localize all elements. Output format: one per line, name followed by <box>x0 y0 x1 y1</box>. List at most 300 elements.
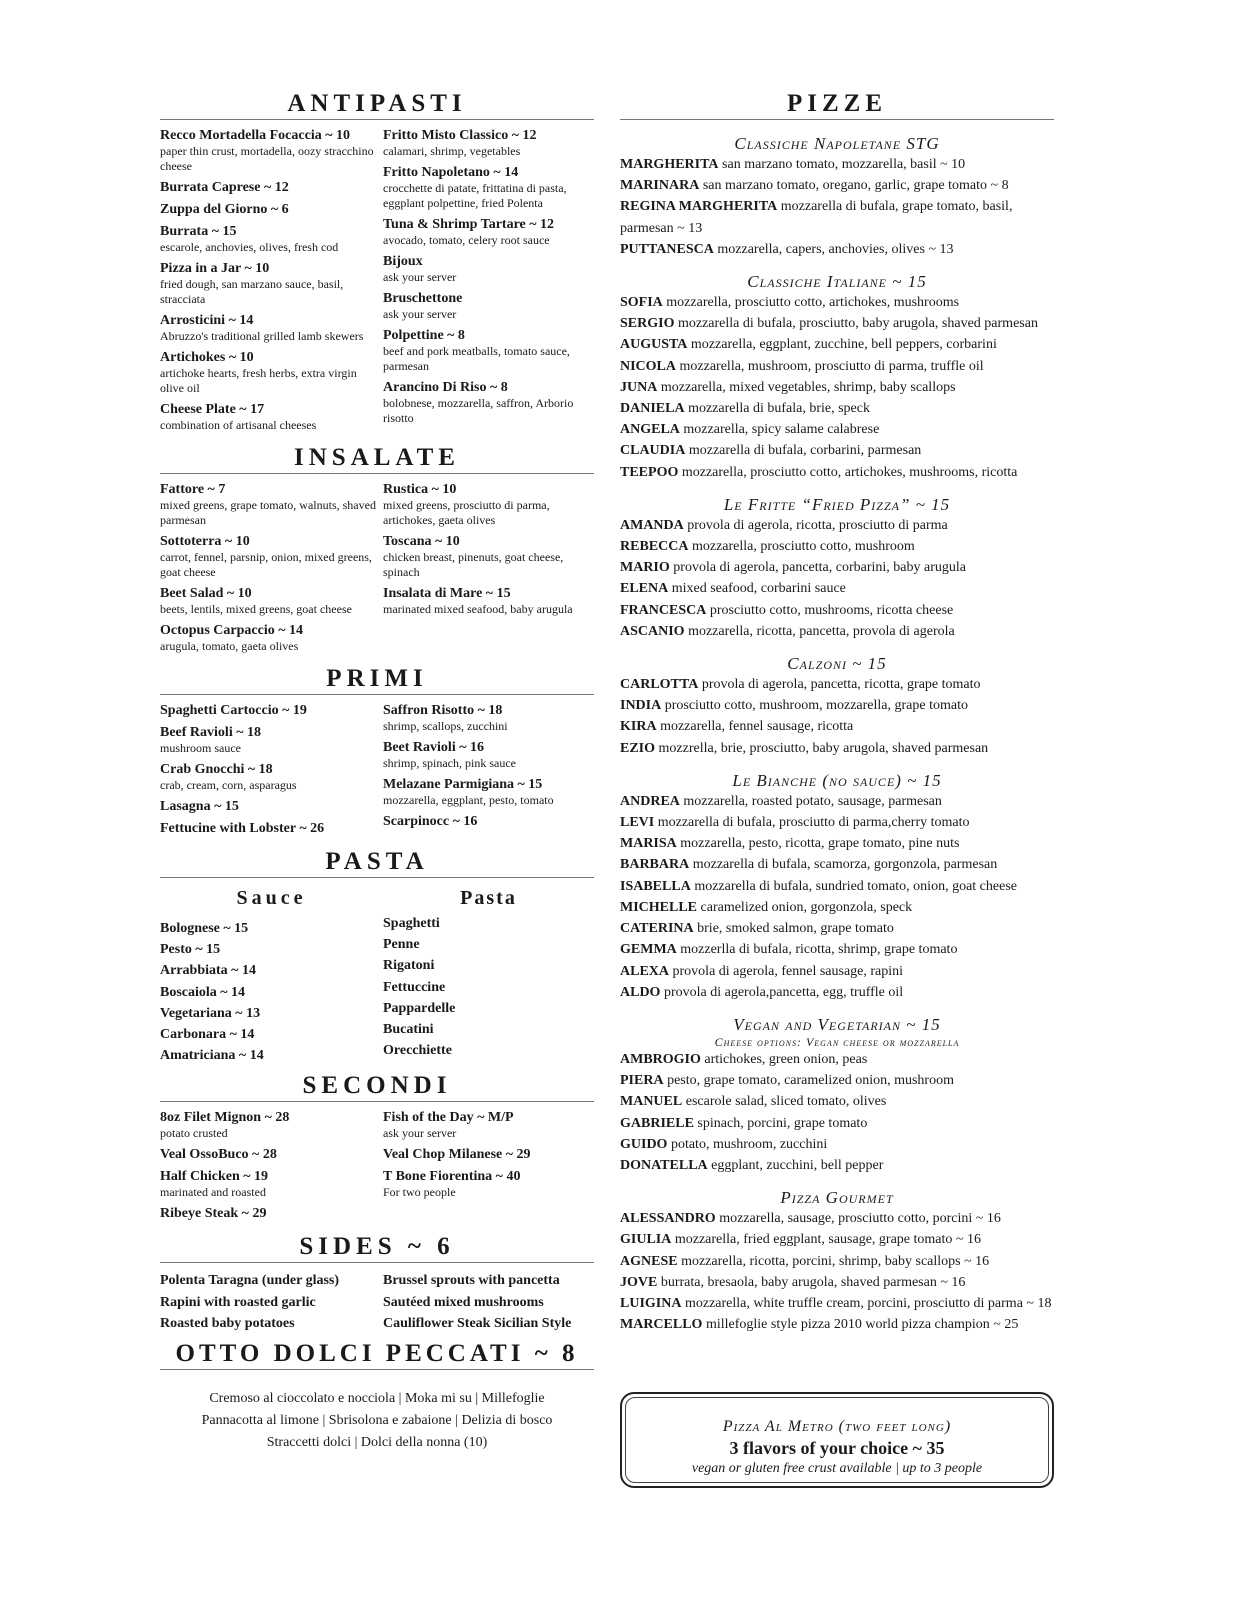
pizza-item <box>620 515 1054 536</box>
primi-column-1 <box>160 702 383 842</box>
pizza-item <box>620 440 1054 461</box>
item-description: carrot, fennel, parsnip, onion, mixed greens, goat cheese <box>160 550 372 579</box>
item-name: Octopus Carpaccio ~ 14 <box>160 623 303 638</box>
insalate-column-2 <box>383 481 594 659</box>
pizza-description: mozzarella di bufala, scamorza, gorgonzola, parmesan <box>692 857 998 873</box>
secondi-section <box>160 1072 594 1227</box>
pizza-name: ALESSANDRO <box>620 1211 716 1227</box>
secondi-column-2 <box>383 1109 594 1227</box>
item-name: Fritto Misto Classico ~ 12 <box>383 128 537 143</box>
pizza-description: caramelized onion, gorgonzola, speck <box>700 899 913 915</box>
pizza-item <box>620 738 1054 759</box>
pizza-item <box>620 939 1054 960</box>
dolci-section <box>160 1340 594 1454</box>
item-name: Rustica ~ 10 <box>383 482 457 497</box>
item-description: ask your server <box>383 1126 457 1141</box>
item-description: beets, lentils, mixed greens, goat cheese <box>160 602 352 616</box>
pizza-description: mozzarella di bufala, prosciutto, baby arugola, shaved parmesan <box>677 316 1038 332</box>
menu-item <box>383 290 594 322</box>
pizza-description: mozzarella, white truffle cream, porcini, prosciutto di parma ~ 18 <box>684 1295 1052 1311</box>
pizza-item <box>620 1113 1054 1134</box>
menu-item <box>160 761 383 793</box>
item-description: marinated and roasted <box>160 1185 266 1200</box>
pizza-name: MARINARA <box>620 178 700 194</box>
pizza-name: CARLOTTA <box>620 677 699 693</box>
item-name: Melazane Parmigiana ~ 15 <box>383 777 543 792</box>
sauce-item: Boscaiola ~ 14 <box>160 984 246 1000</box>
side-item: Sautéed mixed mushrooms <box>383 1294 544 1310</box>
pizza-name: CATERINA <box>620 921 694 937</box>
pizza-description: mozzarella, spicy salame calabrese <box>683 422 880 438</box>
pizza-item <box>620 1091 1054 1112</box>
pizza-item <box>620 578 1054 599</box>
pasta-shape-item: Fettuccine <box>383 979 446 995</box>
category-heading: Classiche Italiane ~ 15 <box>747 272 927 292</box>
menu-item <box>383 739 594 771</box>
category-heading: Classiche Napoletane STG <box>734 134 940 153</box>
pizza-description: provola di agerola, ricotta, prosciutto di parma <box>687 517 948 533</box>
pizza-description: mozzarella, fennel sausage, ricotta <box>660 719 854 735</box>
pasta-shape-item: Orecchiette <box>383 1043 452 1059</box>
pizza-name: AMBROGIO <box>620 1051 701 1067</box>
pasta-shape-item: Pappardelle <box>383 1000 456 1016</box>
menu-item <box>383 585 594 617</box>
pasta-shape-item: Bucatini <box>383 1022 434 1038</box>
pizza-description: mozzerlla di bufala, ricotta, shrimp, grape tomato <box>680 942 958 958</box>
pizza-item <box>620 196 1054 238</box>
item-description: mixed greens, grape tomato, walnuts, shaved parmesan <box>160 498 376 527</box>
section-title: SECONDI <box>160 1072 594 1102</box>
pasta-section <box>160 848 594 1066</box>
section-title: SIDES ~ 6 <box>160 1233 594 1263</box>
section-title: ANTIPASTI <box>160 90 594 120</box>
item-name: Toscana ~ 10 <box>383 534 460 549</box>
pizza-item <box>620 716 1054 737</box>
pizza-item <box>620 398 1054 419</box>
pizza-name: MARIO <box>620 560 670 576</box>
pasta-shape-item: Penne <box>383 937 420 953</box>
section-title: PASTA <box>160 848 594 878</box>
sauce-item: Bolognese ~ 15 <box>160 921 249 936</box>
pizza-description: mozzarella, pesto, ricotta, grape tomato, pine nuts <box>680 836 960 852</box>
menu-item <box>383 702 594 734</box>
menu-item <box>383 813 594 830</box>
item-name: Pizza in a Jar ~ 10 <box>160 261 270 276</box>
pizza-item <box>620 621 1054 642</box>
pizza-name: AGNESE <box>620 1253 678 1269</box>
pizza-description: escarole salad, sliced tomato, olives <box>685 1094 887 1110</box>
item-name: Fattore ~ 7 <box>160 482 226 497</box>
item-name: Spaghetti Cartoccio ~ 19 <box>160 703 307 718</box>
item-name: Veal OssoBuco ~ 28 <box>160 1147 277 1163</box>
pizza-description: prosciutto cotto, mushrooms, ricotta cheese <box>709 602 954 618</box>
category-heading: Le Bianche (no sauce) ~ 15 <box>732 770 942 790</box>
item-description: bolobnese, mozzarella, saffron, Arborio risotto <box>383 396 574 425</box>
sides-column-2 <box>383 1270 594 1334</box>
section-title: INSALATE <box>160 444 594 474</box>
pizza-item <box>620 377 1054 398</box>
primi-column-2 <box>383 702 594 842</box>
pizza-name: ELENA <box>620 581 669 597</box>
menu-item <box>383 533 594 580</box>
pizza-name: LEVI <box>620 815 655 831</box>
item-description: escarole, anchovies, olives, fresh cod <box>160 240 339 254</box>
side-item: Roasted baby potatoes <box>160 1315 295 1331</box>
pizza-item <box>620 897 1054 918</box>
item-name: Saffron Risotto ~ 18 <box>383 703 503 718</box>
pizza-name: DANIELA <box>620 401 685 417</box>
pizza-description: mozzarella, fried eggplant, sausage, grape tomato ~ 16 <box>674 1232 981 1248</box>
metro-note: vegan or gluten free crust available | up to 3 people <box>691 1461 983 1476</box>
insalate-section <box>160 444 594 659</box>
item-name: 8oz Filet Mignon ~ 28 <box>160 1110 290 1126</box>
menu-item <box>383 1146 594 1163</box>
item-description: mushroom sauce <box>160 741 241 755</box>
pizze-title: PIZZE <box>620 90 1054 120</box>
category-heading: Vegan and Vegetarian ~ 15 <box>733 1014 941 1034</box>
pizza-item <box>620 1208 1054 1229</box>
pizza-description: mozzarella di bufala, prosciutto di parma,cherry tomato <box>657 815 970 831</box>
pizza-description: prosciutto cotto, mushroom, mozzarella, grape tomato <box>664 698 968 714</box>
pizza-item <box>620 419 1054 440</box>
pizza-name: DONATELLA <box>620 1157 708 1173</box>
pizza-description: mozzarella, mushroom, prosciutto di parma, truffle oil <box>679 358 984 374</box>
item-name: Scarpinocc ~ 16 <box>383 814 478 829</box>
pizza-name: KIRA <box>620 719 657 735</box>
menu-item <box>160 1109 383 1141</box>
dolci-line: Pannacotta al limone | Sbrisolona e zabaione | Delizia di bosco <box>201 1413 553 1429</box>
menu-item <box>160 127 383 174</box>
pizza-name: SERGIO <box>620 316 675 332</box>
pizza-category <box>620 654 1054 759</box>
item-description: mixed greens, prosciutto di parma, artichokes, gaeta olives <box>383 498 550 527</box>
pizza-description: mozzarella, prosciutto cotto, artichokes, mushrooms <box>666 295 960 311</box>
pizza-item <box>620 1134 1054 1155</box>
pizza-name: MARCELLO <box>620 1317 703 1333</box>
pizza-name: GEMMA <box>620 942 677 958</box>
sauce-item: Carbonara ~ 14 <box>160 1027 255 1043</box>
item-name: Cheese Plate ~ 17 <box>160 402 265 417</box>
pizza-item <box>620 154 1054 175</box>
pizza-name: PIERA <box>620 1073 664 1089</box>
pizza-item <box>620 557 1054 578</box>
left-column <box>160 90 594 1454</box>
side-item: Rapini with roasted garlic <box>160 1294 316 1310</box>
pizza-name: GIULIA <box>620 1232 672 1248</box>
pizza-name: AUGUSTA <box>620 337 688 353</box>
item-name: Veal Chop Milanese ~ 29 <box>383 1147 531 1163</box>
pasta-shape-item: Rigatoni <box>383 958 435 974</box>
pizza-description: mozzarella, ricotta, pancetta, provola di agerola <box>688 623 955 639</box>
pizza-name: ISABELLA <box>620 878 691 894</box>
menu-item <box>383 253 594 285</box>
pizza-description: spinach, porcini, grape tomato <box>697 1115 868 1131</box>
pizza-description: provola di agerola,pancetta, egg, truffle oil <box>663 984 904 1000</box>
menu-item <box>160 702 383 719</box>
pizza-description: mozzarella, ricotta, porcini, shrimp, baby scallops ~ 16 <box>681 1253 990 1269</box>
item-description: ask your server <box>383 307 457 321</box>
menu-item <box>160 312 383 344</box>
secondi-column-1 <box>160 1109 383 1227</box>
item-name: Beet Ravioli ~ 16 <box>383 740 484 755</box>
dolci-line: Cremoso al cioccolato e nocciola | Moka mi su | Millefoglie <box>209 1391 545 1407</box>
pizza-description: burrata, bresaola, baby arugola, shaved parmesan ~ 16 <box>660 1274 966 1290</box>
section-title: PRIMI <box>160 665 594 695</box>
menu-item <box>160 223 383 255</box>
item-description: fried dough, san marzano sauce, basil, stracciata <box>160 277 344 306</box>
menu-item <box>160 533 383 580</box>
item-description: beef and pork meatballs, tomato sauce, parmesan <box>383 344 570 373</box>
pizza-item <box>620 356 1054 377</box>
pizza-name: INDIA <box>620 698 662 714</box>
sauce-item: Vegetariana ~ 13 <box>160 1005 261 1021</box>
item-name: Burrata ~ 15 <box>160 224 237 239</box>
category-heading: Le Fritte “Fried Pizza” ~ 15 <box>723 494 951 514</box>
menu-item <box>383 1168 594 1200</box>
item-name: Beef Ravioli ~ 18 <box>160 725 261 740</box>
pizza-name: MARGHERITA <box>620 157 719 172</box>
item-name: Lasagna ~ 15 <box>160 799 239 814</box>
pizza-category <box>620 495 1054 642</box>
pizza-description: mozzarella, prosciutto cotto, mushroom <box>691 539 915 555</box>
pasta-list <box>383 885 594 1066</box>
pizza-description: mozzarella di bufala, brie, speck <box>688 401 870 417</box>
menu-item <box>383 776 594 808</box>
sauce-item: Pesto ~ 15 <box>160 942 221 958</box>
category-heading: Calzoni ~ 15 <box>787 654 887 674</box>
item-name: Fish of the Day ~ M/P <box>383 1110 514 1126</box>
pizza-item <box>620 1314 1054 1335</box>
menu-item <box>383 1109 594 1141</box>
pizza-item <box>620 1229 1054 1250</box>
pizza-description: mozzarella, mixed vegetables, shrimp, baby scallops <box>660 379 956 395</box>
pizza-description: provola di agerola, pancetta, corbarini, baby arugula <box>673 560 966 576</box>
sides-section <box>160 1233 594 1334</box>
item-description: ask your server <box>383 270 457 284</box>
item-name: Insalata di Mare ~ 15 <box>383 586 511 601</box>
pizza-description: san marzano tomato, mozzarella, basil ~ 10 <box>722 157 966 172</box>
pizza-name: AMANDA <box>620 517 684 533</box>
pizza-item <box>620 833 1054 854</box>
pizza-description: potato, mushroom, zucchini <box>670 1136 828 1152</box>
item-description: Abruzzo's traditional grilled lamb skewers <box>160 329 364 343</box>
pizza-item <box>620 239 1054 260</box>
item-description: shrimp, spinach, pink sauce <box>383 756 516 770</box>
item-description: artichoke hearts, fresh herbs, extra virgin olive oil <box>160 366 357 395</box>
pizza-name: MICHELLE <box>620 899 698 915</box>
item-name: T Bone Fiorentina ~ 40 <box>383 1169 521 1185</box>
pizza-name: PUTTANESCA <box>620 241 714 257</box>
item-name: Polpettine ~ 8 <box>383 328 465 343</box>
pizza-name: LUIGINA <box>620 1295 682 1311</box>
pasta-heading: Pasta <box>460 887 517 909</box>
pizza-description: mozzarella, capers, anchovies, olives ~ 13 <box>717 241 954 257</box>
antipasti-column-1 <box>160 127 383 438</box>
pizza-name: GUIDO <box>620 1136 668 1152</box>
menu-item <box>160 481 383 528</box>
item-description: For two people <box>383 1185 456 1200</box>
pizza-item <box>620 695 1054 716</box>
pizza-name: TEEPOO <box>620 464 679 480</box>
pizza-description: eggplant, zucchini, bell pepper <box>711 1157 884 1173</box>
menu-item <box>160 622 383 654</box>
pizza-description: pesto, grape tomato, caramelized onion, mushroom <box>667 1073 954 1089</box>
item-description: shrimp, scallops, zucchini <box>383 719 508 733</box>
menu-item <box>160 201 383 218</box>
category-note: Cheese options: Vegan cheese or mozzarella <box>714 1034 960 1049</box>
item-description: combination of artisanal cheeses <box>160 418 317 432</box>
menu-item <box>160 820 383 837</box>
pizza-item <box>620 1293 1054 1314</box>
item-description: potato crusted <box>160 1126 228 1141</box>
metro-main: 3 flavors of your choice ~ 35 <box>729 1438 945 1458</box>
pizza-description: mozzarella di bufala, sundried tomato, onion, goat cheese <box>694 878 1017 894</box>
pizza-name: BARBARA <box>620 857 690 873</box>
pizza-item <box>620 334 1054 355</box>
pizza-description: mozzrella, brie, prosciutto, baby arugola, shaved parmesan <box>658 740 989 756</box>
side-item: Cauliflower Steak Sicilian Style <box>383 1315 572 1331</box>
pizza-name: REBECCA <box>620 539 689 555</box>
menu-item <box>383 379 594 426</box>
item-name: Beet Salad ~ 10 <box>160 586 252 601</box>
pizza-item <box>620 313 1054 334</box>
metro-heading: Pizza Al Metro (two feet long) <box>722 1418 952 1435</box>
pizza-category <box>620 272 1054 483</box>
pizza-name: MANUEL <box>620 1094 683 1110</box>
pizza-item <box>620 462 1054 483</box>
sides-column-1 <box>160 1270 383 1334</box>
item-name: Bruschettone <box>383 291 463 306</box>
item-name: Fritto Napoletano ~ 14 <box>383 165 519 180</box>
menu-item <box>383 327 594 374</box>
pizza-item <box>620 1155 1054 1176</box>
pizza-description: millefoglie style pizza 2010 world pizza champion ~ 25 <box>705 1317 1019 1333</box>
dolci-list <box>160 1388 594 1454</box>
item-name: Tuna & Shrimp Tartare ~ 12 <box>383 217 555 232</box>
pizza-description: mozzarella di bufala, corbarini, parmesan <box>688 443 922 459</box>
pizza-item <box>620 1272 1054 1293</box>
pizza-name: REGINA MARGHERITA <box>620 199 778 215</box>
pizza-name: JUNA <box>620 379 658 395</box>
pizza-item <box>620 674 1054 695</box>
pizza-item <box>620 791 1054 812</box>
antipasti-section <box>160 90 594 438</box>
item-name: Zuppa del Giorno ~ 6 <box>160 202 289 217</box>
pizza-name: GABRIELE <box>620 1115 694 1131</box>
pizza-category <box>620 771 1054 1003</box>
pizza-description: brie, smoked salmon, grape tomato <box>697 921 894 937</box>
item-name: Recco Mortadella Focaccia ~ 10 <box>160 128 350 143</box>
pizza-name: JOVE <box>620 1274 658 1290</box>
menu-item <box>160 798 383 815</box>
menu-item <box>383 164 594 211</box>
pizza-name: NICOLA <box>620 358 677 374</box>
pizza-name: MARISA <box>620 836 677 852</box>
pizza-item <box>620 600 1054 621</box>
pizza-item <box>620 918 1054 939</box>
pizza-name: CLAUDIA <box>620 443 686 459</box>
pizza-item <box>620 292 1054 313</box>
item-description: arugula, tomato, gaeta olives <box>160 639 299 653</box>
pasta-shape-item: Spaghetti <box>383 916 440 931</box>
pizza-name: ALEXA <box>620 963 670 979</box>
side-item: Brussel sprouts with pancetta <box>383 1273 560 1289</box>
pizza-al-metro-box <box>620 1392 1054 1488</box>
dolci-line: Straccetti dolci | Dolci della nonna (10) <box>266 1435 488 1451</box>
antipasti-column-2 <box>383 127 594 438</box>
item-description: paper thin crust, mortadella, oozy stracchino cheese <box>160 144 374 173</box>
menu-item <box>160 585 383 617</box>
item-description: crab, cream, corn, asparagus <box>160 778 297 792</box>
pizza-description: mozzarella, roasted potato, sausage, parmesan <box>683 793 942 809</box>
item-description: avocado, tomato, celery root sauce <box>383 233 550 247</box>
pizza-name: FRANCESCA <box>620 602 707 618</box>
item-name: Half Chicken ~ 19 <box>160 1169 269 1185</box>
section-title: OTTO DOLCI PECCATI ~ 8 <box>160 1340 594 1370</box>
item-name: Ribeye Steak ~ 29 <box>160 1206 267 1222</box>
menu-item <box>160 179 383 196</box>
right-column <box>620 90 1054 1335</box>
pizza-description: artichokes, green onion, peas <box>704 1051 868 1067</box>
item-name: Artichokes ~ 10 <box>160 350 254 365</box>
pizza-description: san marzano tomato, oregano, garlic, grape tomato ~ 8 <box>702 178 1009 194</box>
pizza-item <box>620 982 1054 1003</box>
sauce-item: Amatriciana ~ 14 <box>160 1048 264 1064</box>
pizza-item <box>620 854 1054 875</box>
pizza-description: provola di agerola, pancetta, ricotta, grape tomato <box>701 677 981 693</box>
pizza-description: mozzarella, sausage, prosciutto cotto, porcini ~ 16 <box>719 1211 1001 1227</box>
pizza-description: mozzarella, eggplant, zucchine, bell peppers, corbarini <box>690 337 997 353</box>
item-description: chicken breast, pinenuts, goat cheese, spinach <box>383 550 564 579</box>
sauce-heading: Sauce <box>236 887 307 909</box>
item-name: Arancino Di Riso ~ 8 <box>383 380 508 395</box>
pizza-category <box>620 134 1054 260</box>
pizza-name: SOFIA <box>620 295 663 311</box>
pizze-sections <box>620 134 1054 1335</box>
item-description: calamari, shrimp, vegetables <box>383 144 521 158</box>
pizza-item <box>620 876 1054 897</box>
pizza-name: ASCANIO <box>620 623 685 639</box>
menu-item <box>160 1168 383 1200</box>
item-name: Fettucine with Lobster ~ 26 <box>160 821 325 836</box>
pizza-item <box>620 1070 1054 1091</box>
pizza-item <box>620 1251 1054 1272</box>
category-heading: Pizza Gourmet <box>780 1188 894 1208</box>
menu-item <box>383 216 594 248</box>
menu-item <box>160 349 383 396</box>
sauce-list <box>160 885 383 1066</box>
item-name: Crab Gnocchi ~ 18 <box>160 762 273 777</box>
pizza-category <box>620 1015 1054 1176</box>
side-item: Polenta Taragna (under glass) <box>160 1273 340 1289</box>
pizza-item <box>620 961 1054 982</box>
menu-item <box>383 481 594 528</box>
item-description: marinated mixed seafood, baby arugula <box>383 602 573 616</box>
pizza-name: ALDO <box>620 984 661 1000</box>
pizza-description: mozzarella, prosciutto cotto, artichokes, mushrooms, ricotta <box>681 464 1018 480</box>
pizza-item <box>620 536 1054 557</box>
pizza-item <box>620 812 1054 833</box>
menu-item <box>160 724 383 756</box>
pizza-item <box>620 1049 1054 1070</box>
pizza-description: mixed seafood, corbarini sauce <box>671 581 846 597</box>
item-name: Burrata Caprese ~ 12 <box>160 180 289 195</box>
menu-item <box>160 260 383 307</box>
item-name: Bijoux <box>383 254 423 269</box>
pizza-description: mozzarella di bufala, grape tomato, basil, parmesan ~ 13 <box>620 199 1013 236</box>
item-name: Arrosticini ~ 14 <box>160 313 254 328</box>
pizza-name: ANGELA <box>620 422 680 438</box>
